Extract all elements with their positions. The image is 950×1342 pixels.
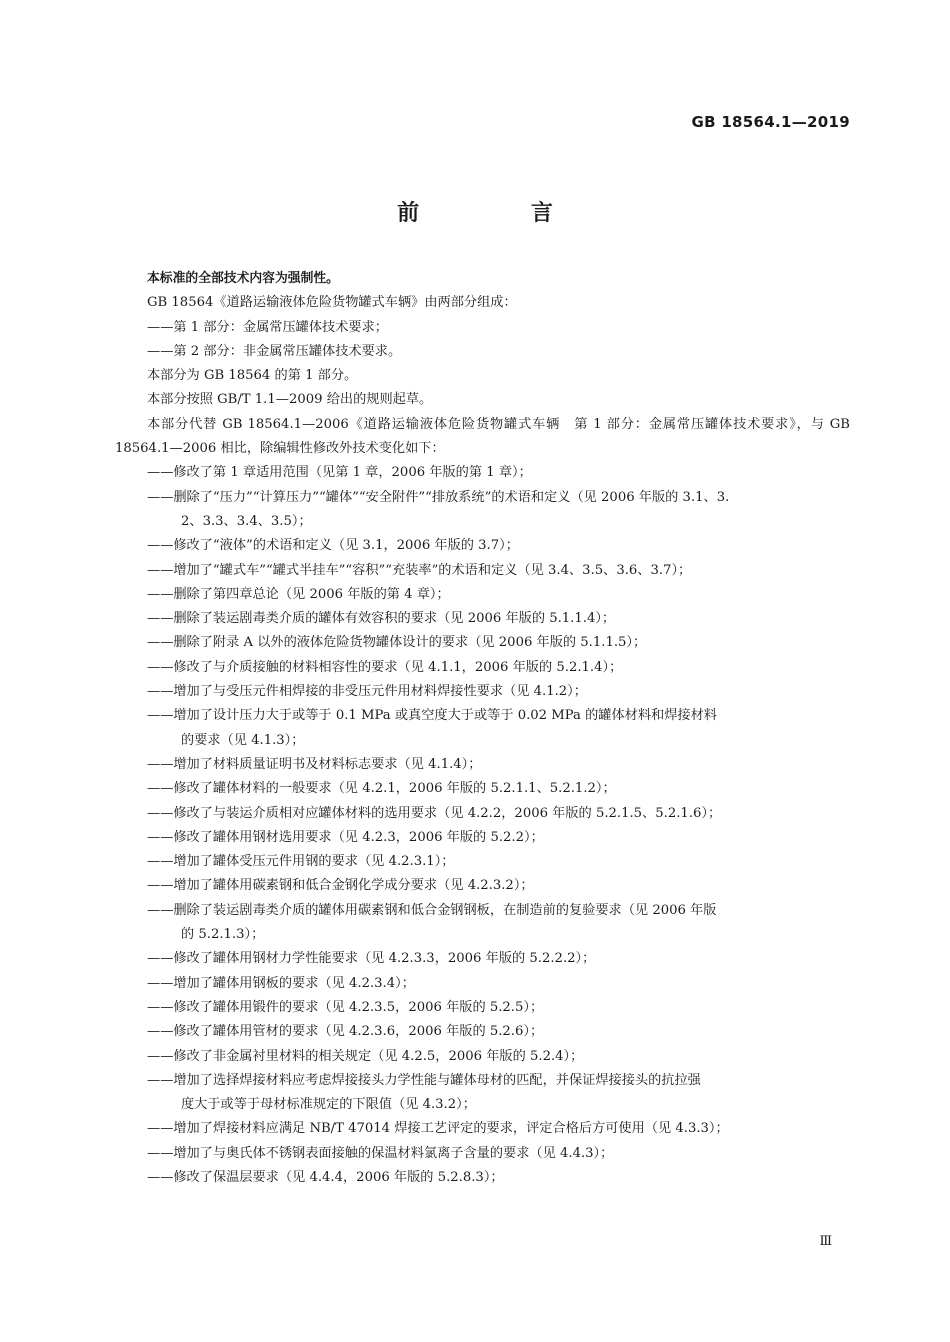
change-item	[115, 534, 850, 558]
change-item	[115, 607, 850, 631]
change-item-text: ——增加了罐体用碳素钢和低合金钢化学成分要求（见 4.2.3.2）；	[147, 878, 534, 894]
composition-paragraph: GB 18564《道路运输液体危险货物罐式车辆》由两部分组成：	[147, 295, 517, 311]
change-item-continuation: 2、3.3、3.4、3.5）；	[181, 513, 312, 529]
change-item-text: ——修改了罐体用锻件的要求（见 4.2.3.5，2006 年版的 5.2.5）；	[147, 999, 544, 1015]
standard-code: GB 18564.1—2019	[691, 113, 850, 131]
change-item	[115, 802, 850, 826]
change-item-text: ——修改了与介质接触的材料相容性的要求（见 4.1.1，2006 年版的 5.2.1.4）；	[147, 659, 623, 675]
mandatory-statement: 本标准的全部技术内容为强制性。	[147, 271, 339, 286]
change-item	[115, 899, 850, 948]
change-item-continuation: 的 5.2.1.3）；	[181, 927, 265, 943]
change-item-text: ——修改了第 1 章适用范围（见第 1 章，2006 年版的第 1 章）；	[147, 465, 532, 481]
change-item-text: ——修改了保温层要求（见 4.4.4，2006 年版的 5.2.8.3）；	[147, 1169, 504, 1185]
change-item-text: ——增加了焊接材料应满足 NB/T 47014 焊接工艺评定的要求，评定合格后方可使用（见 4.3.3）；	[147, 1121, 729, 1137]
part-2-item: ——第 2 部分：非金属常压罐体技术要求。	[147, 343, 402, 359]
change-item-text: ——增加了与奥氏体不锈钢表面接触的保温材料氯离子含量的要求（见 4.4.3）；	[147, 1145, 614, 1161]
part-1-item: ——第 1 部分：金属常压罐体技术要求；	[147, 319, 388, 335]
foreword-body	[115, 267, 850, 1190]
change-item-text: ——删除了装运剧毒类介质的罐体用碳素钢和低合金钢钢板，在制造前的复验要求（见 2006 年版	[147, 902, 717, 918]
change-item	[115, 680, 850, 704]
change-item	[115, 826, 850, 850]
this-part-paragraph: 本部分为 GB 18564 的第 1 部分。	[147, 368, 358, 384]
change-item	[115, 583, 850, 607]
change-item-text: ——修改了罐体用钢材力学性能要求（见 4.2.3.3，2006 年版的 5.2.2.2）；	[147, 951, 596, 967]
change-item-text: ——增加了“罐式车”“罐式半挂车”“容积”“充装率”的术语和定义（见 3.4、3.5、3.6、3.7）；	[147, 562, 692, 578]
change-item-text: ——修改了罐体用钢材选用要求（见 4.2.3，2006 年版的 5.2.2）；	[147, 829, 544, 845]
change-item	[115, 1166, 850, 1190]
change-item-continuation: 的要求（见 4.1.3）；	[181, 732, 305, 748]
change-item-text: ——删除了装运剧毒类介质的罐体有效容积的要求（见 2006 年版的 5.1.1.4）；	[147, 611, 616, 627]
page-number: Ⅲ	[819, 1234, 832, 1249]
change-item	[115, 486, 850, 535]
page-title: 前 言	[397, 201, 605, 226]
change-item-text: ——增加了材料质量证明书及材料标志要求（见 4.1.4）；	[147, 756, 482, 772]
change-item	[115, 1069, 850, 1118]
change-item	[115, 972, 850, 996]
change-item	[115, 704, 850, 753]
change-item-continuation: 度大于或等于母材标准规定的下限值（见 4.3.2）；	[181, 1097, 476, 1113]
change-item	[115, 996, 850, 1020]
change-item-text: ——删除了“压力”“计算压力”“罐体”“安全附件”“排放系统”的术语和定义（见 2006 年版的 3.1、3.	[147, 489, 730, 505]
change-item	[115, 559, 850, 583]
change-item	[115, 874, 850, 898]
change-item	[115, 947, 850, 971]
change-item	[115, 1117, 850, 1141]
change-item	[115, 1142, 850, 1166]
drafting-paragraph: 本部分按照 GB/T 1.1—2009 给出的规则起草。	[147, 392, 433, 408]
change-item	[115, 656, 850, 680]
change-item	[115, 1045, 850, 1069]
change-item-text: ——增加了设计压力大于或等于 0.1 MPa 或真空度大于或等于 0.02 MPa 的罐体材料和焊接材料	[147, 708, 717, 724]
change-item-text: ——删除了附录 A 以外的液体危险货物罐体设计的要求（见 2006 年版的 5.1.1.5）；	[147, 635, 647, 651]
change-item-text: ——修改了罐体材料的一般要求（见 4.2.1，2006 年版的 5.2.1.1、5.2.1.2）；	[147, 781, 616, 797]
change-item	[115, 461, 850, 485]
change-item-text: ——修改了非金属衬里材料的相关规定（见 4.2.5，2006 年版的 5.2.4）；	[147, 1048, 584, 1064]
change-item	[115, 753, 850, 777]
change-item-text: ——增加了选择焊接材料应考虑焊接接头力学性能与罐体母材的匹配，并保证焊接接头的抗拉强	[147, 1072, 701, 1088]
change-item-text: ——修改了与装运介质相对应罐体材料的选用要求（见 4.2.2，2006 年版的 5.2.1.5、5.2.1.6）；	[147, 805, 722, 821]
change-item-text: ——增加了罐体用钢板的要求（见 4.2.3.4）；	[147, 975, 415, 991]
change-item	[115, 631, 850, 655]
change-item-text: ——修改了“液体”的术语和定义（见 3.1，2006 年版的 3.7）；	[147, 538, 519, 554]
change-item	[115, 777, 850, 801]
change-item-text: ——修改了罐体用管材的要求（见 4.2.3.6，2006 年版的 5.2.6）；	[147, 1024, 544, 1040]
change-item	[115, 850, 850, 874]
replaces-paragraph: 本部分代替 GB 18564.1—2006《道路运输液体危险货物罐式车辆 第 1 部分：金属常压罐体技术要求》，与 GB 18564.1—2006 相比，除编辑性修改外技术变化如下：	[115, 416, 850, 457]
changes-list	[115, 461, 850, 1190]
change-item-text: ——删除了第四章总论（见 2006 年版的第 4 章）；	[147, 586, 450, 602]
change-item-text: ——增加了罐体受压元件用钢的要求（见 4.2.3.1）；	[147, 854, 455, 870]
change-item-text: ——增加了与受压元件相焊接的非受压元件用材料焊接性要求（见 4.1.2）；	[147, 684, 587, 700]
change-item	[115, 1020, 850, 1044]
